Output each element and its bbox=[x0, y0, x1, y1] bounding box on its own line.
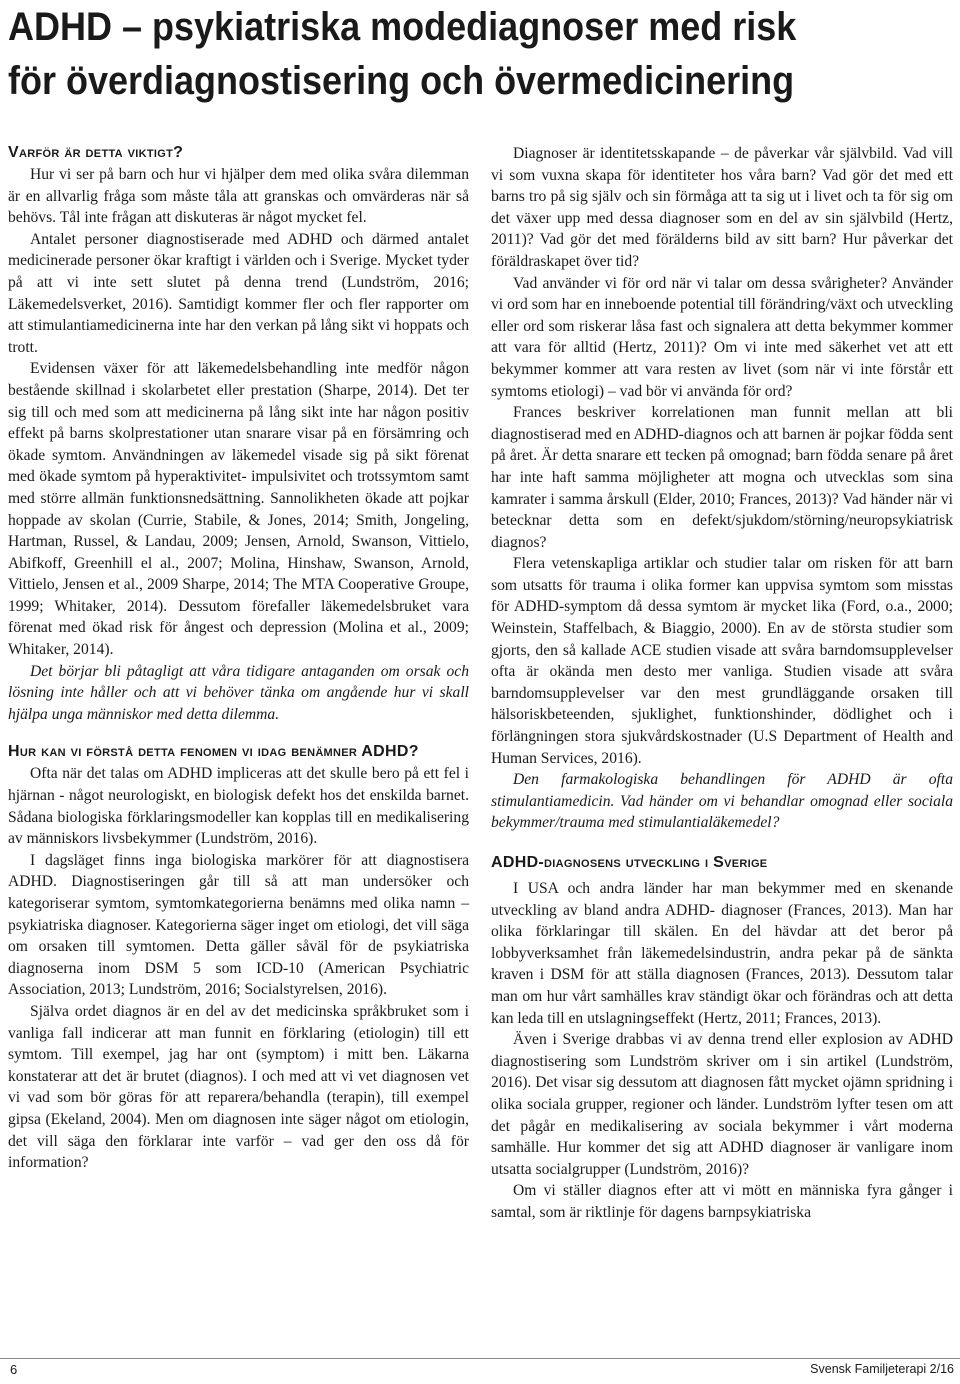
page-number: 6 bbox=[10, 1362, 18, 1377]
left-column bbox=[8, 142, 469, 1174]
paragraph: Evidensen växer för att läkemedelsbehandling inte medför någon bestående skillnad i skolarbetet eller prestation (Sharpe, 2014). Det ter sig till och med som att medicinerna på lång sikt inte har någon positiv effekt på barns skolprestationer utan snarare visar på en försämring och ökade symtom. Användningen av läkemedel visade sig på sikt förenat med ökade symtom på hyperaktivitet- impulsivitet och trotssymtom samt med större allmän funktionsnedsättning. Sannolikheten ökade att pojkar hoppade av skolan (Currie, Stabile, & Jones, 2014; Smith, Jongeling, Hartman, Russel, & Landau, 2009; Jensen, Arnold, Swanson, Vittielo, Abifkoff, Greenhill el al., 2007; Molina, Hinshaw, Swanson, Arnold, Vittielo, Jensen et al., 2009 Sharpe, 2014; The MTA Cooperative Groupe, 1999; Whitaker, 2014). Dessutom förefaller läkemedelsbruket vara förenat med ökad risk för ångest och depression (Molina et al., 2009; Whitaker, 2014). bbox=[8, 360, 469, 659]
paragraph: Vad använder vi för ord när vi talar om dessa svårigheter? Använder vi ord som har en inneboende potential till förändring/växt och utveckling eller ord som riskerar låsa fast och signalera att detta bekymmer kommer att vara för alltid (Hertz, 2011)? Om vi inte med säkerhet vet att ett bekymmer kommer att vara resten av livet (som när vi inte förstår ett symtoms etiologi) – vad bör vi använda för ord? bbox=[491, 274, 953, 400]
italic-paragraph: Den farmakologiska behandlingen för ADHD är ofta stimulantiamedicin. Vad händer om vi behandlar omognad eller sociala bekymmer/trauma med stimulantialäkemedel? bbox=[491, 771, 953, 832]
section-heading-understand: Hur kan vi förstå detta fenomen vi idag benämner ADHD? bbox=[8, 743, 419, 761]
right-column bbox=[491, 143, 953, 1224]
title-line-1: ADHD – psykiatriska modediagnoser med risk bbox=[8, 5, 797, 49]
paragraph: Hur vi ser på barn och hur vi hjälper dem med olika svåra dilemman är en allvarlig fråga som måste tåla att granskas och omvärderas när så behövs. Tål inte frågan att diskuteras är något mycket fel. bbox=[8, 166, 469, 227]
paragraph: Själva ordet diagnos är en del av det medicinska språkbruket som i vanliga fall indicerar att man funnit en förklaring (etiologin) till ett symtom. Till exempel, jag har ont (symptom) i mitt ben. Läkarna konstaterar att det är brutet (diagnos). I och med att vi vet diagnosen vet vi vad som bör göras för att reparera/behandla (terapin), till exempel gipsa (Ekeland, 2004). Men om diagnosen inte säger något om etiologin, det vill säga den förklarar inte varför – vad ger den oss då för information? bbox=[8, 1002, 469, 1172]
paragraph: I USA och andra länder har man bekymmer med en skenande utveckling av bland andra ADHD- diagnoser (Frances, 2013). Man har olika förklaringar till skälen. En del hävdar att det beror på lobbyverksamhet från läkemedelsindustrin, andra pekar på de sänkta kraven i DSM för att ställa diagnosen (Frances, 2013). Dessutom talar man om hur vårt samhälles krav ständigt ökar och förändras och att detta kan leda till en utslagningseffekt (Hertz, 2011; Frances, 2013). bbox=[491, 880, 953, 1027]
section-heading-sweden: ADHD-diagnosens utveckling i Sverige bbox=[491, 854, 768, 871]
title-line-2: för överdiagnostisering och övermedicinering bbox=[8, 59, 795, 103]
journal-name: Svensk Familjeterapi 2/16 bbox=[810, 1362, 954, 1376]
paragraph: Om vi ställer diagnos efter att vi mött en människa fyra gånger i samtal, som är riktlinje för dagens barnpsykiatriska bbox=[491, 1182, 953, 1221]
paragraph: Frances beskriver korrelationen man funnit mellan att bli diagnostiserad med en ADHD-diagnos och att barnen är pojkar födda sent på året. Är detta snarare ett tecken på omognad; barn födda senare på året har inte haft samma möjligheter att mogna och utvecklas som sina kamrater i samma årskull (Elder, 2010; Frances, 2013)? Vad händer när vi betecknar detta som en defekt/sjukdom/störning/neuropsykiatrisk diagnos? bbox=[491, 404, 953, 551]
footer-divider bbox=[0, 1358, 960, 1359]
paragraph: Antalet personer diagnostiserade med ADHD och därmed antalet medicinerade personer ökar kraftigt i världen och i Sverige. Mycket tyder på att vi inte sett slutet på denna trend (Lundström, 2016; Läkemedelsverket, 2016). Samtidigt kommer fler och fler rapporter om att stimulantiamedicinerna inte har den verkan på lång sikt vi hoppats och trott. bbox=[8, 230, 469, 356]
section-heading-why: Varför är detta viktigt? bbox=[8, 144, 184, 161]
paragraph: Ofta när det talas om ADHD impliceras att det skulle bero på ett fel i hjärnan - något neurologiskt, en biologisk defekt hos det enskilda barnet. Sådana biologiska förklaringsmodeller kan kopplas till en medikalisering av människors livsbekymmer (Lundström, 2016). bbox=[8, 765, 469, 848]
page-title bbox=[8, 0, 863, 108]
paragraph: Flera vetenskapliga artiklar och studier talar om risken för att barn som utsatts för trauma i olika former kan uppvisa symtom som misstas för ADHD-symptom då dessa symtom är mycket lika (Ford, o.a., 2000; Weinstein, Staffelbach, & Biaggio, 2000). En av de största studier som gjorts, den så kallade ACE studien visade att svåra barndomsupplevelser ofta är okända men desto mer vanliga. Studien visade att svåra barndomsupplevelser var den mest grundläggande orsaken till hälsoriskbeteenden, sjuklighet, funktionshinder, dödlighet och i förlängningen stora sjukvårdskostnader (U.S Department of Health and Human Services, 2016). bbox=[491, 555, 953, 767]
italic-paragraph: Det börjar bli påtagligt att våra tidigare antaganden om orsak och lösning inte håller och att vi behöver tänka om angående hur vi skall hjälpa unga människor med detta dilemma. bbox=[8, 662, 469, 723]
paragraph: I dagsläget finns inga biologiska markörer för att diagnostisera ADHD. Diagnostiseringen går till så att man undersöker och kategoriserar symtom, symtomkategorierna benämns med olika namn – psykiatriska diagnoser. Kategorierna säger inget om etiologi, det vill säga om orsaken till symtomen. Detta gäller såväl för de psykiatriska diagnoserna inom DSM 5 som ICD-10 (American Psychiatric Association, 2013; Lundström, 2016; Socialstyrelsen, 2016). bbox=[8, 851, 469, 999]
paragraph: Även i Sverige drabbas vi av denna trend eller explosion av ADHD diagnostisering som Lundström skriver om i sin artikel (Lundström, 2016). Det visar sig dessutom att diagnosen fått mycket ojämn spridning i olika sociala grupper, regioner och länder. Lundström lyfter tesen om att det pågår en medikalisering av sociala bekymmer i vårt moderna samhälle. Hur kommer det sig att ADHD diagnoser är vanligare inom utsatta socialgrupper (Lundström, 2016)? bbox=[491, 1031, 953, 1178]
paragraph: Diagnoser är identitetsskapande – de påverkar vår självbild. Vad vill vi som vuxna skapa för identiteter hos våra barn? Vad gör det med ett barns tro på sig själv och sin förmåga att ta sig ut i livet och ta för sig om det växer upp med dessa diagnoser som en del av sin självbild (Hertz, 2011)? Vad gör det med förälderns bild av sitt barn? Hur påverkar det föräldraskapet över tid? bbox=[491, 145, 953, 270]
